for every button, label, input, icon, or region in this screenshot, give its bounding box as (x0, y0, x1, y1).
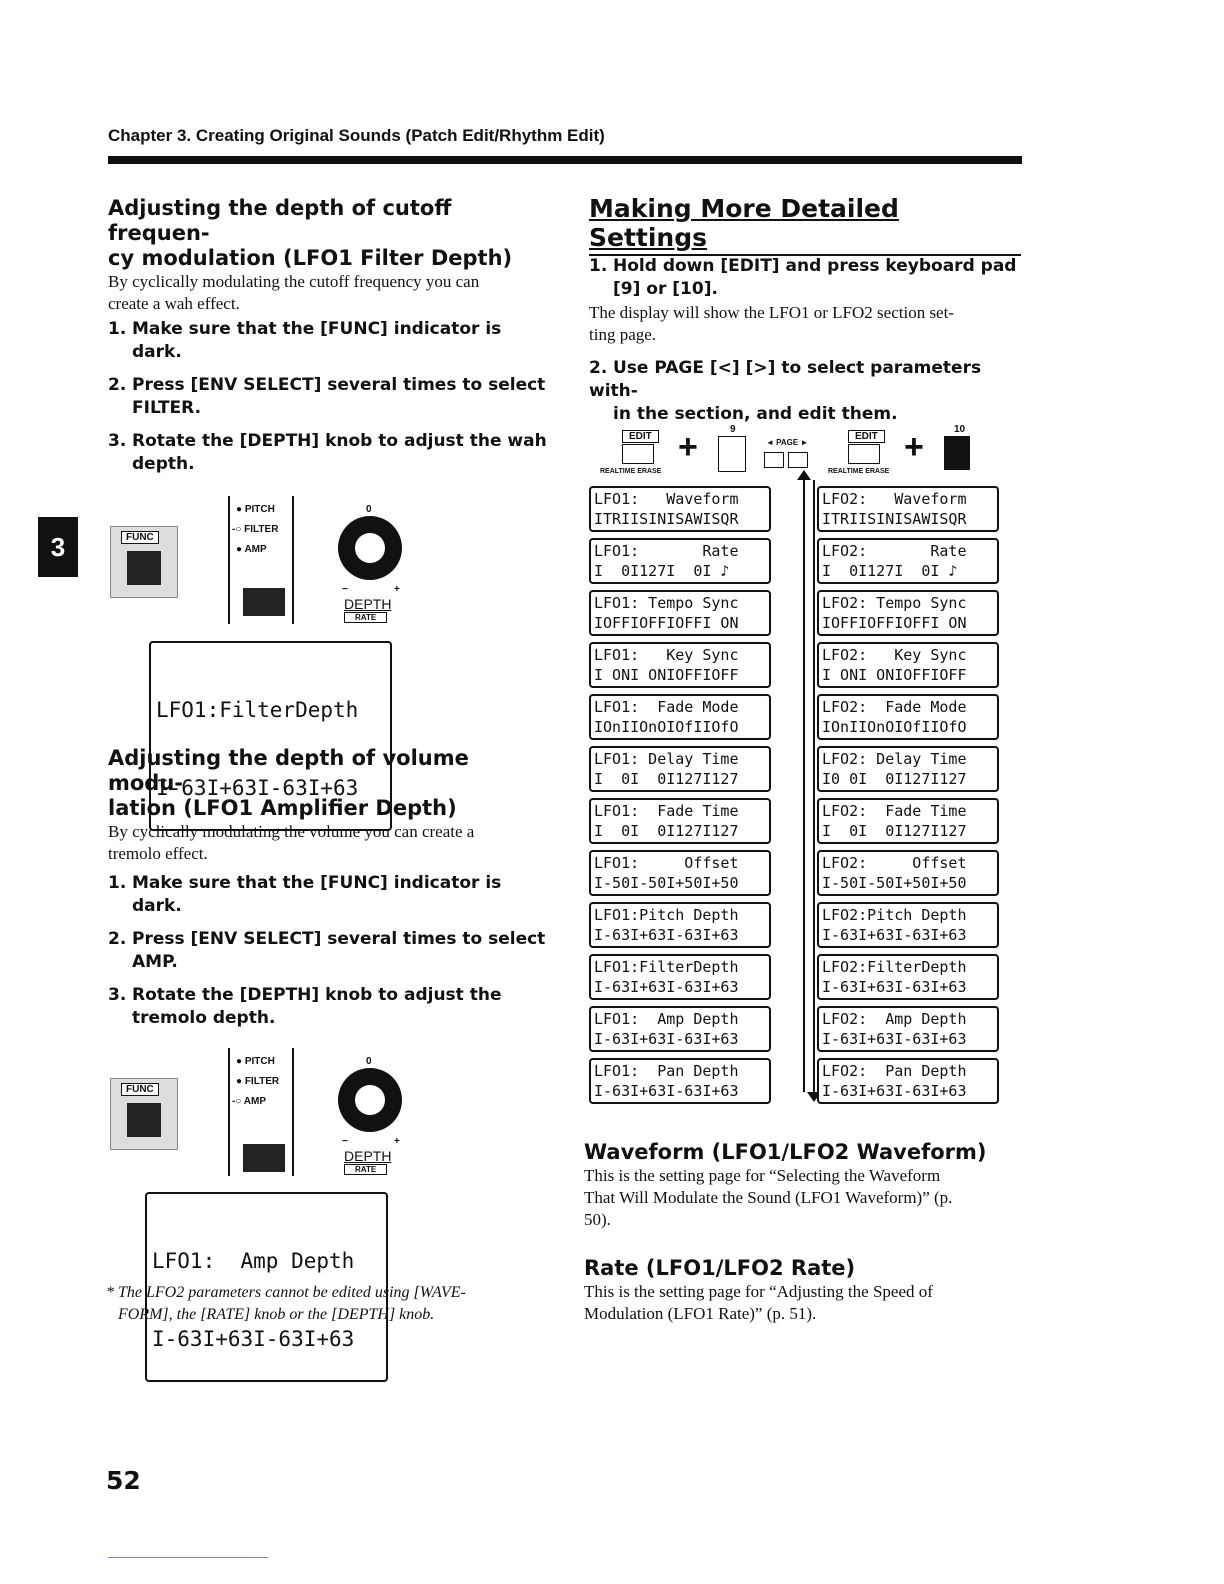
func-button-area (110, 1078, 178, 1150)
lcd-line: I-63I+63I-63I+63 (822, 978, 967, 996)
header-rule (108, 156, 1022, 164)
lcd-line: LFO1: Delay Time (594, 750, 739, 768)
lcd-line: LFO1:FilterDepth (594, 958, 739, 976)
lfo1-lcd (589, 642, 771, 688)
rate-label: RATE (344, 1164, 387, 1175)
section-body: This is the setting page for “Selecting the Waveform That Will Modulate the Sound (LFO1 Waveform)” (p. 50). (584, 1166, 953, 1229)
knob-minus: − (342, 1136, 348, 1147)
realtime-erase-label: REALTIME ERASE (828, 468, 890, 475)
lcd-line: LFO1: Waveform (594, 490, 739, 508)
section-body: By cyclically modulating the cutoff frequency you can create a wah effect. (108, 272, 480, 313)
lfo2-lcd (817, 798, 999, 844)
footnote: * The LFO2 parameters cannot be edited using [WAVE- FORM], the [RATE] knob or the [DEPTH] knob. (106, 1284, 466, 1323)
lcd-line: I ONI ONIOFFIOFF (822, 666, 967, 684)
pitch-indicator: ● PITCH (236, 504, 275, 515)
lfo1-lcd (589, 538, 771, 584)
chapter-tab: 3 (38, 517, 78, 577)
env-select-button[interactable] (243, 588, 285, 616)
lfo2-lcd (817, 746, 999, 792)
pad-10-label: 10 (954, 424, 966, 435)
depth-label: DEPTH (344, 596, 392, 612)
lfo2-lcd (817, 590, 999, 636)
lfo2-lcd (817, 954, 999, 1000)
lcd-line: IOnIIOnOIOfIIOfO (594, 718, 739, 736)
lfo1-lcd (589, 590, 771, 636)
depth-label: DEPTH (344, 1148, 392, 1164)
func-label: FUNC (121, 531, 159, 544)
page-title: Making More Detailed Settings (589, 194, 899, 252)
arrow-up-icon (797, 470, 811, 480)
section-lfo1-amp-depth (108, 746, 548, 865)
lfo1-lcd (589, 902, 771, 948)
section-lfo1-filter-depth (108, 196, 548, 315)
plus-icon: + (678, 428, 698, 466)
lcd-line: LFO2: Waveform (822, 490, 967, 508)
divider (292, 496, 294, 624)
lcd-line: I ONI ONIOFFIOFF (594, 666, 739, 684)
lcd-line: LFO1: Amp Depth (594, 1010, 739, 1028)
lfo2-lcd (817, 902, 999, 948)
chapter-header: Chapter 3. Creating Original Sounds (Patch Edit/Rhythm Edit) (108, 126, 605, 145)
lcd-line: LFO2: Pan Depth (822, 1062, 967, 1080)
lcd-lfo1-amp-depth: LFO1: Amp Depth I-63I+63I-63I+63 (145, 1192, 388, 1382)
lcd-lfo1-filter-depth: LFO1:FilterDepth I-63I+63I-63I+63 (149, 641, 392, 831)
func-label: FUNC (121, 1083, 159, 1096)
lfo2-lcd (817, 486, 999, 532)
edit-label: EDIT (848, 430, 885, 443)
step-3: 3. Rotate the [DEPTH] knob to adjust the wah depth. (108, 431, 547, 474)
pad-9[interactable] (718, 436, 746, 472)
filter-indicator: ● FILTER (236, 1076, 280, 1087)
step-2: 2. Press [ENV SELECT] several times to select AMP. (108, 929, 546, 972)
lcd-line: LFO2: Tempo Sync (822, 594, 967, 612)
section-title: Adjusting the depth of cutoff frequen- cy modulation (LFO1 Filter Depth) (108, 196, 513, 270)
env-select-button[interactable] (243, 1144, 285, 1172)
section-title: Adjusting the depth of volume modu- lation (LFO1 Amplifier Depth) (108, 746, 469, 820)
lcd-line: LFO2: Key Sync (822, 646, 967, 664)
realtime-erase-label: REALTIME ERASE (600, 468, 662, 475)
lcd-line: I0 0I 0I127I127 (822, 770, 967, 788)
lfo1-lcd (589, 486, 771, 532)
lcd-line: ITRIISINISAWISQR (594, 510, 739, 528)
lcd-line: I-63I+63I-63I+63 (594, 1082, 739, 1100)
lcd-line: ITRIISINISAWISQR (822, 510, 967, 528)
lcd-line: I 0I 0I127I127 (822, 822, 967, 840)
lcd-line: LFO2: Amp Depth (822, 1010, 967, 1028)
section-body: By cyclically modulating the volume you can create a tremolo effect. (108, 822, 475, 863)
lcd-line: LFO1:Pitch Depth (594, 906, 739, 924)
lfo2-lcd (817, 1058, 999, 1104)
knob-minus: − (342, 584, 348, 595)
lcd-line: LFO1: Pan Depth (594, 1062, 739, 1080)
knob-zero: 0 (366, 504, 372, 515)
page-up-arrow-line (803, 474, 805, 1092)
plus-icon: + (904, 428, 924, 466)
lcd-line: LFO1: Rate (594, 542, 739, 560)
lfo1-lcd (589, 850, 771, 896)
divider (292, 1048, 294, 1176)
lcd-line: IOFFIOFFIOFFI ON (822, 614, 967, 632)
page-number: 52 (106, 1466, 141, 1495)
lfo2-lcd (817, 538, 999, 584)
lcd-line: LFO2: Fade Mode (822, 698, 967, 716)
divider (228, 1048, 230, 1176)
depth-knob[interactable] (338, 1068, 402, 1132)
lcd-line: IOFFIOFFIOFFI ON (594, 614, 739, 632)
lcd-line: I-63I+63I-63I+63 (822, 1082, 967, 1100)
lcd-line: LFO1: Fade Mode (594, 698, 739, 716)
lcd-line: I-63I+63I-63I+63 (594, 926, 739, 944)
lcd-line: I-50I-50I+50I+50 (594, 874, 739, 892)
lcd-line: LFO2:Pitch Depth (822, 906, 967, 924)
pitch-indicator: ● PITCH (236, 1056, 275, 1067)
func-button[interactable] (127, 1103, 161, 1137)
page-right-button[interactable] (788, 452, 808, 468)
knob-plus: + (394, 584, 400, 595)
lfo1-lcd (589, 746, 771, 792)
page-down-arrow-line (813, 480, 815, 1092)
pad-10[interactable] (944, 436, 970, 470)
lcd-line: I-63I+63I-63I+63 (594, 1030, 739, 1048)
edit-button[interactable] (848, 444, 880, 464)
lcd-line: I-63I+63I-63I+63 (822, 926, 967, 944)
lcd-line: LFO1: Tempo Sync (594, 594, 739, 612)
panel-diagram-filter (108, 496, 408, 626)
section-title: Waveform (LFO1/LFO2 Waveform) (584, 1140, 987, 1164)
lfo1-lcd (589, 694, 771, 740)
lfo1-lcd (589, 1058, 771, 1104)
rate-label: RATE (344, 612, 387, 623)
lcd-line: LFO2: Offset (822, 854, 967, 872)
lcd-line: LFO2:FilterDepth (822, 958, 967, 976)
lcd-line: I-63I+63I-63I+63 (594, 978, 739, 996)
knob-plus: + (394, 1136, 400, 1147)
lcd-line: I 0I 0I127I127 (594, 770, 739, 788)
step-2: 2. Use PAGE [<] [>] to select parameters with- in the section, and edit them. (589, 358, 982, 424)
amp-indicator: -○ AMP (232, 1096, 267, 1107)
lcd-line: I 0I 0I127I127 (594, 822, 739, 840)
section-body: This is the setting page for “Adjusting the Speed of Modulation (LFO1 Rate)” (p. 51). (584, 1282, 933, 1323)
section-title: Rate (LFO1/LFO2 Rate) (584, 1256, 856, 1280)
step-1-body: The display will show the LFO1 or LFO2 section set- ting page. (589, 303, 954, 344)
func-button-area (110, 526, 178, 598)
step-2: 2. Press [ENV SELECT] several times to select FILTER. (108, 375, 546, 418)
lcd-line: I 0I127I 0I ♪ (594, 562, 730, 580)
footer-line (108, 1557, 268, 1558)
knob-zero: 0 (366, 1056, 372, 1067)
step-3: 3. Rotate the [DEPTH] knob to adjust the tremolo depth. (108, 985, 502, 1028)
step-1: 1. Hold down [EDIT] and press keyboard pad [9] or [10]. (589, 256, 1017, 299)
step-1: 1. Make sure that the [FUNC] indicator is dark. (108, 873, 502, 916)
section-waveform (584, 1140, 1024, 1231)
lcd-line: LFO1: Fade Time (594, 802, 739, 820)
pad-9-label: 9 (730, 424, 736, 435)
section-detailed-settings-header (589, 194, 1021, 256)
lcd-line: I-63I+63I-63I+63 (822, 1030, 967, 1048)
lcd-line: I-50I-50I+50I+50 (822, 874, 967, 892)
lcd-line: LFO2: Rate (822, 542, 967, 560)
page-left-button[interactable] (764, 452, 784, 468)
step-1: 1. Make sure that the [FUNC] indicator is dark. (108, 319, 502, 362)
amp-indicator: ● AMP (236, 544, 267, 555)
edit-label: EDIT (622, 430, 659, 443)
panel-diagram-amp (108, 1048, 408, 1178)
lcd-line: LFO1: Offset (594, 854, 739, 872)
lcd-line: LFO1: Key Sync (594, 646, 739, 664)
lfo1-lcd (589, 1006, 771, 1052)
page-label: ◄ PAGE ► (766, 438, 809, 447)
lcd-line: I 0I127I 0I ♪ (822, 562, 958, 580)
filter-indicator: -○ FILTER (232, 524, 279, 535)
edit-button[interactable] (622, 444, 654, 464)
lfo2-lcd (817, 850, 999, 896)
edit-pad-diagram (600, 424, 990, 480)
lfo1-lcd (589, 798, 771, 844)
lcd-line: IOnIIOnOIOfIIOfO (822, 718, 967, 736)
func-button[interactable] (127, 551, 161, 585)
divider (228, 496, 230, 624)
lfo2-lcd (817, 642, 999, 688)
lcd-line: LFO2: Fade Time (822, 802, 967, 820)
lcd-line: LFO2: Delay Time (822, 750, 967, 768)
section-rate (584, 1256, 1024, 1325)
lfo2-lcd (817, 694, 999, 740)
lfo2-lcd (817, 1006, 999, 1052)
depth-knob[interactable] (338, 516, 402, 580)
lfo1-lcd (589, 954, 771, 1000)
